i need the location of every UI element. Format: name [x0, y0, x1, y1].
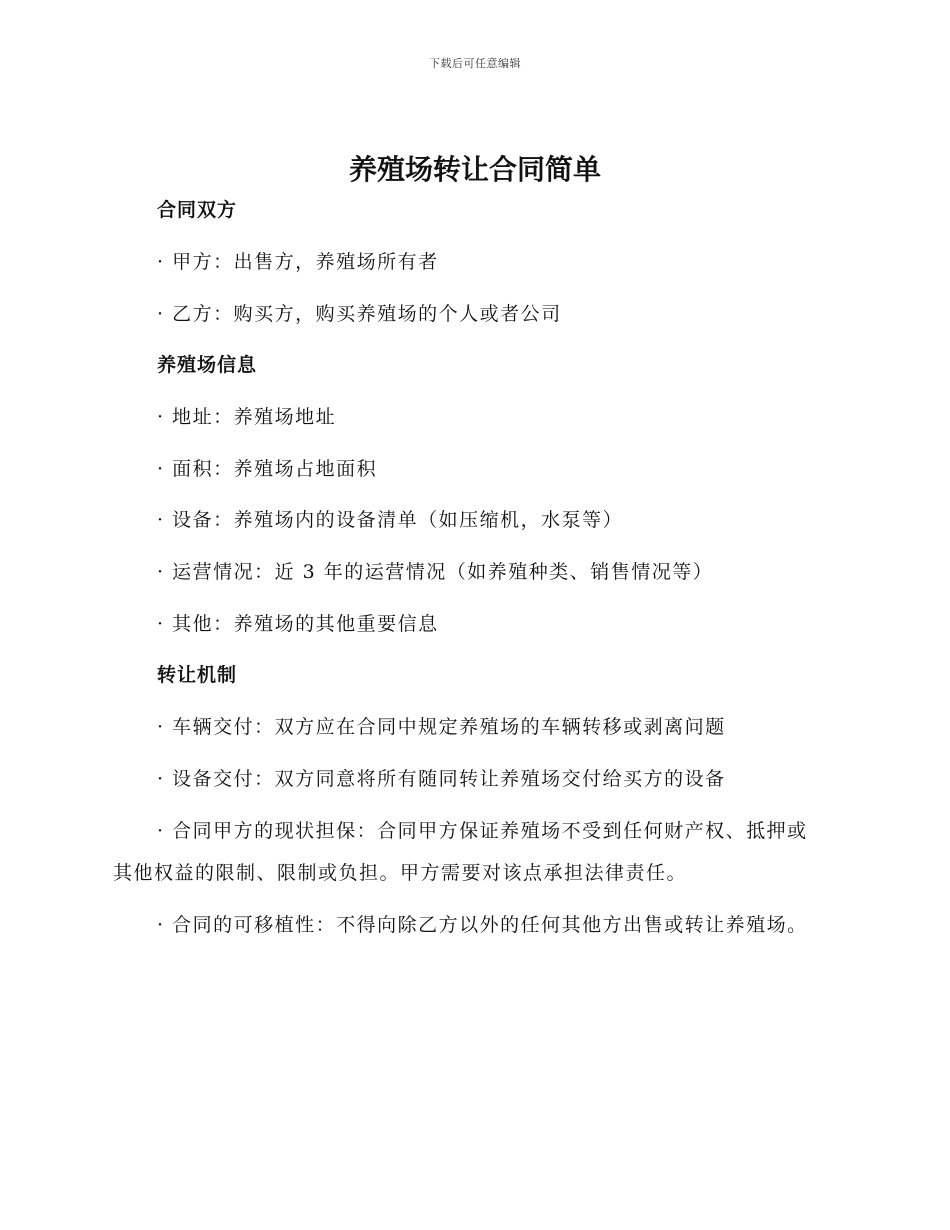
list-item: · 合同的可移植性：不得向除乙方以外的任何其他方出售或转让养殖场。 [157, 914, 808, 936]
list-item: · 面积：养殖场占地面积 [157, 458, 378, 480]
list-item: · 乙方：购买方，购买养殖场的个人或者公司 [157, 303, 562, 325]
section-heading-transfer: 转让机制 [157, 664, 238, 686]
list-item: · 运营情况：近 3 年的运营情况（如养殖种类、销售情况等） [157, 561, 714, 583]
list-item: · 其他：养殖场的其他重要信息 [157, 613, 439, 635]
list-item: · 设备：养殖场内的设备清单（如压缩机，水泵等） [157, 509, 624, 531]
list-item: · 地址：养殖场地址 [157, 406, 337, 428]
list-item: · 设备交付：双方同意将所有随同转让养殖场交付给买方的设备 [157, 768, 726, 790]
header-note: 下载后可任意编辑 [429, 57, 521, 70]
list-item: · 车辆交付：双方应在合同中规定养殖场的车辆转移或剥离问题 [157, 716, 726, 738]
list-item: · 甲方：出售方，养殖场所有者 [157, 251, 439, 273]
section-heading-farm-info: 养殖场信息 [157, 354, 258, 376]
document-title: 养殖场转让合同简单 [348, 153, 601, 186]
list-item: · 合同甲方的现状担保：合同甲方保证养殖场不受到任何财产权、抵押或其他权益的限制、限制或负担。甲方需要对该点承担法律责任。 [113, 820, 808, 884]
section-heading-parties: 合同双方 [157, 199, 238, 221]
